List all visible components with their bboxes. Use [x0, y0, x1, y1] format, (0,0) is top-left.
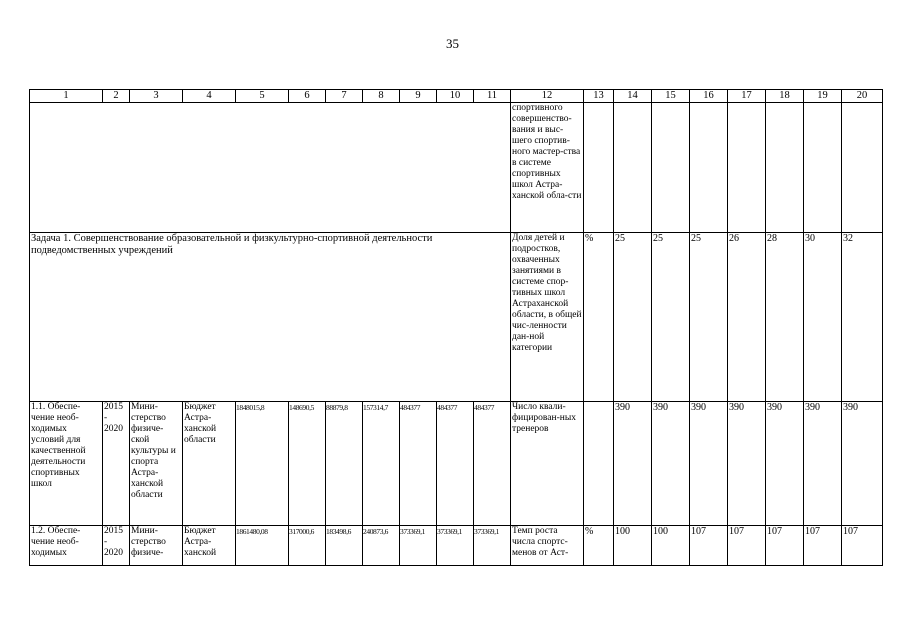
header-cell: 16 — [690, 90, 728, 103]
amount-cell: 373369,1 — [474, 526, 511, 566]
amount-cell: 484377 — [437, 402, 474, 526]
amount-cell: 88879,8 — [326, 402, 363, 526]
executor-cell: Мини-стерство физиче- — [130, 526, 183, 566]
indicator-cell: Доля детей и подростков, охваченных занятиями в системе спор-тивных школ Астраханской области, в общей чис-ленности дан-ной категории — [511, 233, 584, 402]
value-cell: 100 — [614, 526, 652, 566]
value-cell: 390 — [652, 402, 690, 526]
measure-name: 1.2. Обеспе-чение необ-ходимых — [30, 526, 103, 566]
value-cell: 390 — [804, 402, 842, 526]
period-cell: 2015 - 2020 — [103, 526, 130, 566]
header-cell: 11 — [474, 90, 511, 103]
value-cell: 25 — [690, 233, 728, 402]
value-cell: 25 — [652, 233, 690, 402]
header-cell: 18 — [766, 90, 804, 103]
amount-cell: 1861480,08 — [236, 526, 289, 566]
amount-cell: 183498,6 — [326, 526, 363, 566]
value-cell: 107 — [766, 526, 804, 566]
amount-cell: 373369,1 — [437, 526, 474, 566]
program-table — [29, 89, 883, 566]
header-cell: 8 — [363, 90, 400, 103]
amount-cell: 373369,1 — [400, 526, 437, 566]
amount-cell: 484377 — [400, 402, 437, 526]
indicator-cell: Темп роста числа спортс-менов от Аст- — [511, 526, 584, 566]
task-row — [30, 233, 883, 402]
header-cell: 1 — [30, 90, 103, 103]
empty-cell — [766, 103, 804, 233]
measure-name: 1.1. Обеспе-чение необ-ходимых условий для качественной деятельности спортивных школ — [30, 402, 103, 526]
value-cell: 32 — [842, 233, 883, 402]
header-cell: 14 — [614, 90, 652, 103]
value-cell: 390 — [842, 402, 883, 526]
empty-cell — [652, 103, 690, 233]
header-cell: 19 — [804, 90, 842, 103]
value-cell: 26 — [728, 233, 766, 402]
header-cell: 15 — [652, 90, 690, 103]
task-title: Задача 1. Совершенствование образовательной и физкультурно-спортивной деятельности подведомственных учреждений — [30, 233, 511, 402]
measure-row-1-2 — [30, 526, 883, 566]
amount-cell: 148690,5 — [289, 402, 326, 526]
indicator-cell: спортивного совершенство-вания и выс-шего спортив-ного мастер-ства в системе спортивных школ Астра-ханской обла-сти — [511, 103, 584, 233]
empty-cell — [690, 103, 728, 233]
header-cell: 10 — [437, 90, 474, 103]
unit-cell — [584, 402, 614, 526]
unit-cell: % — [584, 526, 614, 566]
continuation-row — [30, 103, 883, 233]
header-cell: 5 — [236, 90, 289, 103]
unit-cell: % — [584, 233, 614, 402]
empty-cell — [804, 103, 842, 233]
period-cell: 2015 - 2020 — [103, 402, 130, 526]
value-cell: 28 — [766, 233, 804, 402]
value-cell: 390 — [728, 402, 766, 526]
source-cell: Бюджет Астра-ханской области — [183, 402, 236, 526]
header-cell: 4 — [183, 90, 236, 103]
header-cell: 13 — [584, 90, 614, 103]
header-cell: 2 — [103, 90, 130, 103]
amount-cell: 317000,6 — [289, 526, 326, 566]
amount-cell: 157314,7 — [363, 402, 400, 526]
amount-cell: 1848015,8 — [236, 402, 289, 526]
value-cell: 107 — [804, 526, 842, 566]
empty-cell — [584, 103, 614, 233]
source-cell: Бюджет Астра-ханской — [183, 526, 236, 566]
header-cell: 9 — [400, 90, 437, 103]
empty-cell — [728, 103, 766, 233]
header-cell: 17 — [728, 90, 766, 103]
header-cell: 12 — [511, 90, 584, 103]
empty-cell — [30, 103, 511, 233]
value-cell: 100 — [652, 526, 690, 566]
amount-cell: 240873,6 — [363, 526, 400, 566]
header-cell: 6 — [289, 90, 326, 103]
header-row — [30, 90, 883, 103]
value-cell: 390 — [614, 402, 652, 526]
value-cell: 107 — [728, 526, 766, 566]
value-cell: 390 — [690, 402, 728, 526]
value-cell: 25 — [614, 233, 652, 402]
value-cell: 107 — [842, 526, 883, 566]
value-cell: 30 — [804, 233, 842, 402]
page-number: 35 — [446, 36, 459, 51]
value-cell: 107 — [690, 526, 728, 566]
header-cell: 3 — [130, 90, 183, 103]
empty-cell — [614, 103, 652, 233]
measure-row-1-1 — [30, 402, 883, 526]
header-cell: 20 — [842, 90, 883, 103]
empty-cell — [842, 103, 883, 233]
amount-cell: 484377 — [474, 402, 511, 526]
executor-cell: Мини-стерство физиче-ской культуры и спорта Астра-ханской области — [130, 402, 183, 526]
header-cell: 7 — [326, 90, 363, 103]
value-cell: 390 — [766, 402, 804, 526]
indicator-cell: Число квали-фицирован-ных тренеров — [511, 402, 584, 526]
